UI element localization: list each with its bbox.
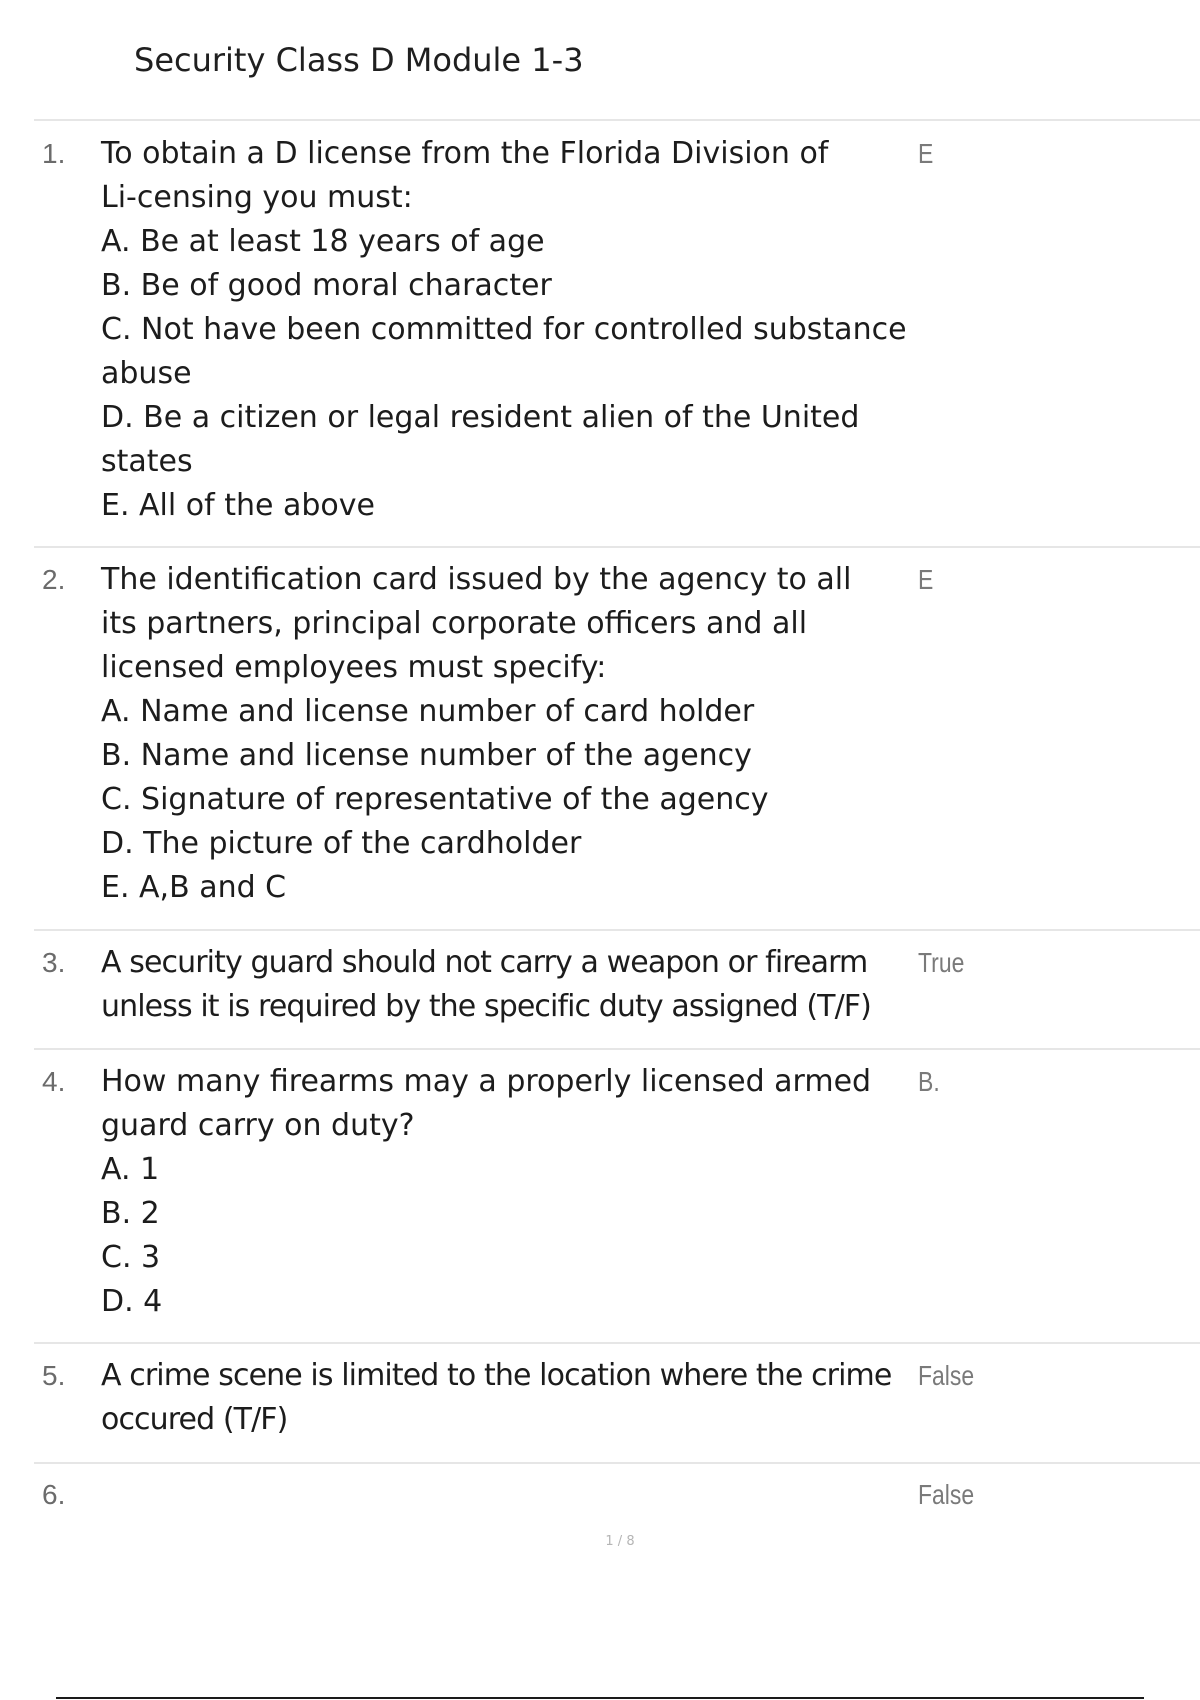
question-text: A security guard should not carry a weapon or firearm unless it is required by the specific duty assigned (T/F) (101, 945, 871, 1024)
answer-label: E (918, 564, 934, 595)
question-body (101, 132, 911, 528)
divider (34, 1048, 1200, 1050)
question-body (101, 1354, 911, 1442)
divider (34, 1342, 1200, 1344)
option-a: A. Be at least 18 years of age (101, 224, 545, 259)
answer-label: False (918, 1479, 975, 1510)
question-text: The identification card issued by the agency to all its partners, principal corporate officers and all licensed employees must specify: (101, 562, 852, 685)
answer-label: True (918, 947, 965, 978)
option-e: E. All of the above (101, 488, 375, 523)
question-number: 1. (42, 138, 66, 169)
option-b: B. Be of good moral character (101, 268, 552, 303)
page-title: Security Class D Module 1-3 (134, 41, 584, 79)
divider (34, 1462, 1200, 1464)
option-a: A. Name and license number of card holder (101, 694, 755, 729)
page-indicator: 1 / 8 (605, 1534, 635, 1549)
answer-label: E (918, 138, 934, 169)
option-d: D. 4 (101, 1284, 163, 1319)
question-number: 4. (42, 1066, 66, 1097)
option-e: E. A,B and C (101, 870, 287, 905)
option-b: B. 2 (101, 1196, 160, 1231)
question-number: 2. (42, 564, 66, 595)
question-number: 6. (42, 1479, 66, 1510)
question-body (101, 941, 911, 1029)
answer-label: B. (918, 1066, 940, 1097)
question-body (101, 1060, 911, 1324)
divider (34, 119, 1200, 121)
question-text: To obtain a D license from the Florida Division of Li-censing you must: (101, 136, 829, 215)
divider (34, 929, 1200, 931)
option-b: B. Name and license number of the agency (101, 738, 752, 773)
option-a: A. 1 (101, 1152, 160, 1187)
question-number: 5. (42, 1360, 66, 1391)
question-number: 3. (42, 947, 66, 978)
option-c: C. 3 (101, 1240, 161, 1275)
divider (34, 546, 1200, 548)
question-text: How many firearms may a properly licensed armed guard carry on duty? (101, 1064, 872, 1143)
option-c: C. Signature of representative of the agency (101, 782, 769, 817)
answer-label: False (918, 1360, 975, 1391)
footer-rule (56, 1697, 1144, 1699)
option-c: C. Not have been committed for controlled substance abuse (101, 312, 907, 391)
question-body (101, 558, 911, 910)
option-d: D. Be a citizen or legal resident alien of the United states (101, 400, 860, 479)
question-text: A crime scene is limited to the location where the crime occured (T/F) (101, 1358, 892, 1437)
option-d: D. The picture of the cardholder (101, 826, 582, 861)
